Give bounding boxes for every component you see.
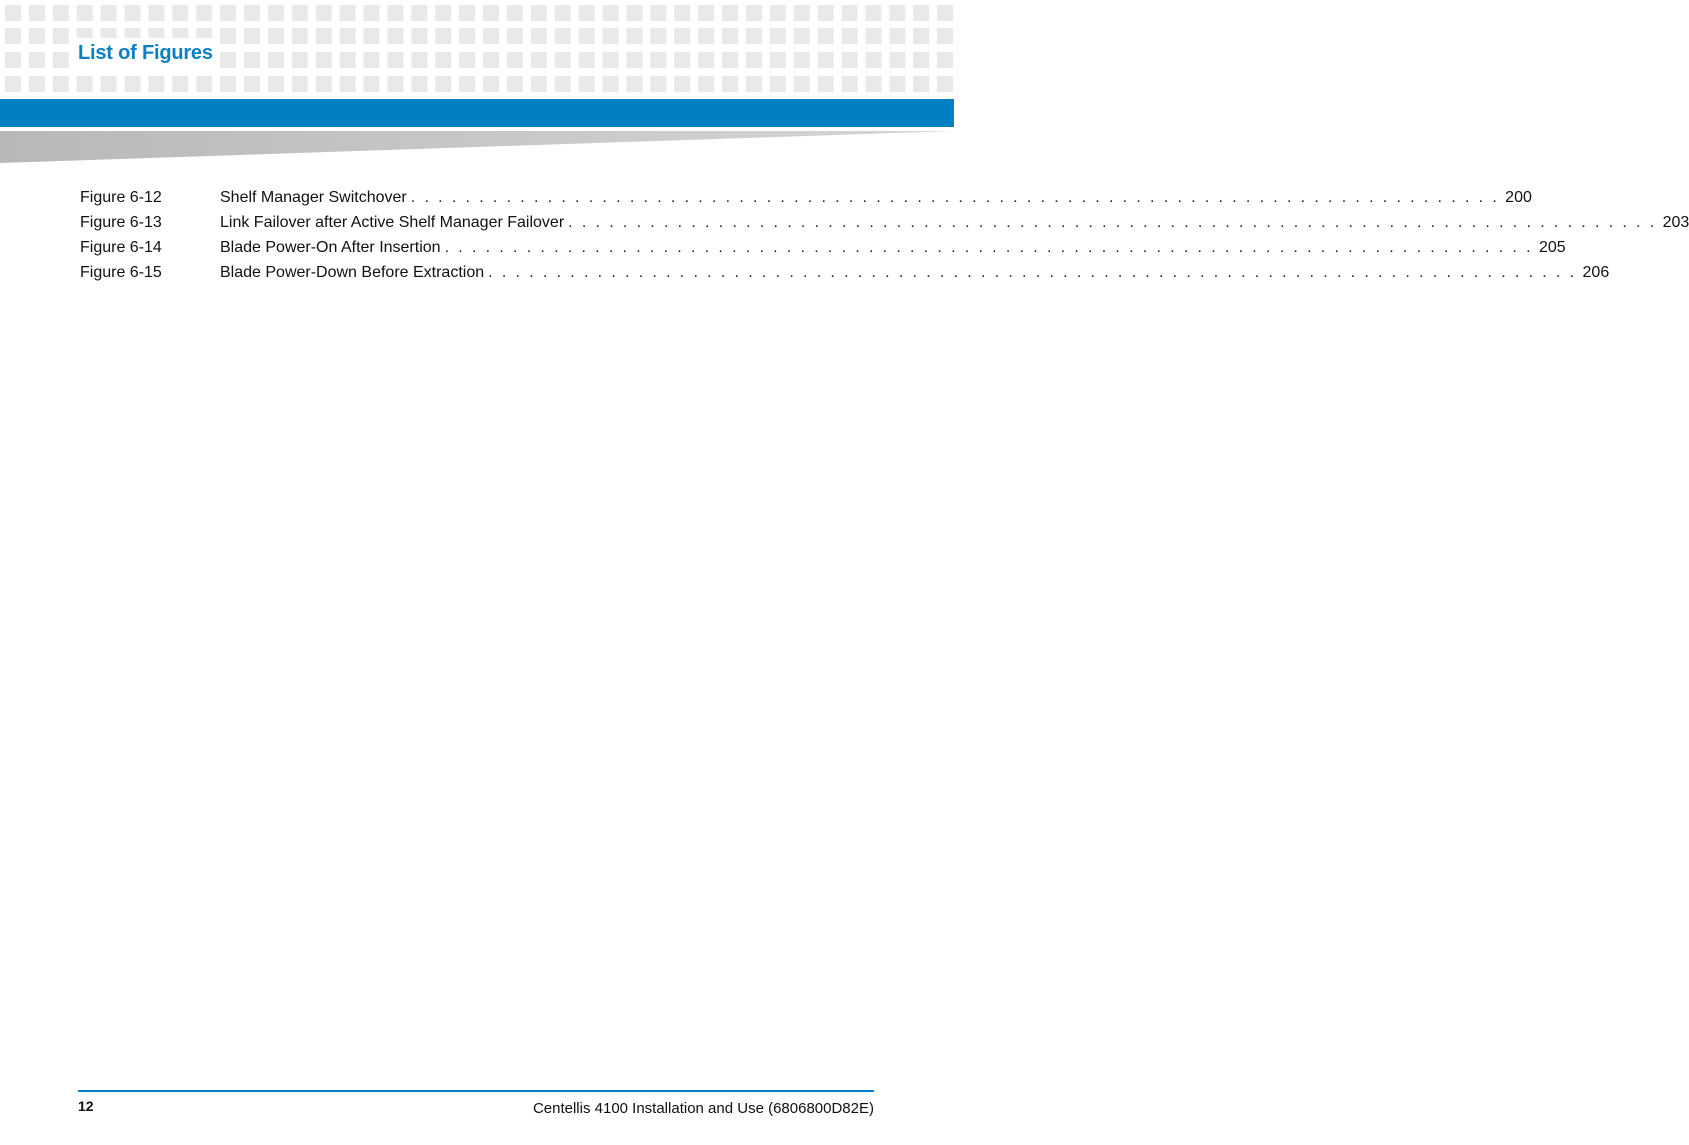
pattern-square [674,28,690,44]
pattern-square [770,28,786,44]
figure-number: Figure 6-12 [80,189,162,206]
pattern-square [842,5,858,21]
pattern-square [77,76,93,92]
pattern-square [865,52,881,68]
toc-entry [220,210,1689,235]
figure-page[interactable]: 203 [1662,214,1689,231]
pattern-square [459,52,475,68]
pattern-square [292,52,308,68]
pattern-square [531,52,547,68]
figure-number: Figure 6-15 [80,264,162,281]
figures-list [80,185,1689,285]
pattern-square [459,5,475,21]
pattern-square [220,28,236,44]
pattern-square [937,52,953,68]
pattern-square [364,76,380,92]
pattern-square [531,28,547,44]
pattern-square [435,5,451,21]
pattern-square [794,76,810,92]
pattern-square [364,5,380,21]
pattern-square [268,52,284,68]
pattern-square [913,76,929,92]
pattern-square [937,76,953,92]
pattern-square [794,28,810,44]
pattern-square [507,28,523,44]
figure-title[interactable]: Shelf Manager Switchover [220,189,407,206]
toc-row[interactable] [80,210,1689,235]
pattern-square [842,52,858,68]
footer-page-number: 12 [78,1098,94,1114]
pattern-square [722,52,738,68]
pattern-square [101,5,117,21]
figure-number: Figure 6-13 [80,214,162,231]
pattern-square [77,5,93,21]
pattern-square [650,28,666,44]
pattern-square [626,28,642,44]
pattern-square [579,28,595,44]
pattern-square [650,5,666,21]
pattern-square [268,5,284,21]
pattern-square [29,5,45,21]
pattern-square [220,76,236,92]
pattern-square [818,52,834,68]
pattern-square [53,28,69,44]
pattern-square [411,5,427,21]
pattern-square [626,5,642,21]
dot-leader: . . . . . . . . . . . . . . . . . . . . . . . . . . . . . . . . . . . . . . . . . . . . . . . . . . . . . . . . . . . . . . . . . . . . . . . . . . . . . . . . [410,189,1500,206]
figure-page[interactable]: 206 [1582,264,1610,281]
pattern-square [722,28,738,44]
pattern-square [220,52,236,68]
pattern-square [101,76,117,92]
pattern-square [794,52,810,68]
pattern-square [818,5,834,21]
figure-page[interactable]: 200 [1505,189,1532,206]
pattern-square [746,76,762,92]
pattern-square [5,28,21,44]
toc-entry [220,260,1610,285]
pattern-square [555,5,571,21]
pattern-square [626,76,642,92]
pattern-square [292,5,308,21]
pattern-square [603,5,619,21]
pattern-square [244,76,260,92]
pattern-square [698,5,714,21]
pattern-square [913,28,929,44]
toc-entry [220,235,1566,260]
page-title: List of Figures [76,38,215,68]
pattern-square [125,5,141,21]
pattern-square [172,5,188,21]
pattern-square [555,28,571,44]
pattern-square [340,28,356,44]
pattern-square [889,5,905,21]
pattern-square [53,52,69,68]
pattern-square [818,28,834,44]
pattern-square [722,76,738,92]
figure-number: Figure 6-14 [80,239,162,256]
pattern-square [865,28,881,44]
pattern-square [889,28,905,44]
pattern-square [531,76,547,92]
pattern-square [364,28,380,44]
pattern-square [746,52,762,68]
pattern-square [387,76,403,92]
pattern-square [5,5,21,21]
pattern-square [411,52,427,68]
pattern-square [364,52,380,68]
pattern-square [196,76,212,92]
pattern-square [770,5,786,21]
toc-entry [220,185,1532,210]
pattern-square [268,28,284,44]
pattern-square [674,76,690,92]
figure-page[interactable]: 205 [1538,239,1566,256]
pattern-square [292,76,308,92]
pattern-square [244,52,260,68]
pattern-square [603,28,619,44]
pattern-square [387,5,403,21]
pattern-square [650,52,666,68]
pattern-square [292,28,308,44]
pattern-square [435,28,451,44]
pattern-square [937,28,953,44]
pattern-square [937,5,953,21]
pattern-square [746,5,762,21]
pattern-square [340,52,356,68]
pattern-square [29,28,45,44]
figure-title[interactable]: Link Failover after Active Shelf Manager Failover [220,214,565,231]
pattern-square [316,5,332,21]
pattern-square [794,5,810,21]
pattern-square [674,5,690,21]
pattern-square [459,28,475,44]
pattern-square [913,5,929,21]
pattern-square [626,52,642,68]
pattern-square [579,52,595,68]
pattern-square [148,76,164,92]
pattern-square [268,76,284,92]
figure-title[interactable]: Blade Power-On After Insertion [220,239,441,256]
pattern-square [889,52,905,68]
pattern-square [125,76,141,92]
pattern-square [411,76,427,92]
pattern-square [483,5,499,21]
pattern-square [507,76,523,92]
pattern-square [507,52,523,68]
pattern-square [483,76,499,92]
pattern-square [483,28,499,44]
pattern-square [340,76,356,92]
pattern-square [196,5,212,21]
pattern-square [148,5,164,21]
pattern-square [244,28,260,44]
pattern-square [5,52,21,68]
figure-title[interactable]: Blade Power-Down Before Extraction [220,264,485,281]
pattern-square [53,5,69,21]
pattern-square [29,76,45,92]
pattern-square [483,52,499,68]
pattern-square [316,28,332,44]
toc-row[interactable] [80,260,1610,285]
footer-document-title: Centellis 4100 Installation and Use (6806800D82E) [532,1100,874,1117]
pattern-square [865,76,881,92]
pattern-square [913,52,929,68]
header-blue-band [0,99,954,127]
pattern-square [770,76,786,92]
pattern-square [316,76,332,92]
pattern-square [507,5,523,21]
footer-rule [78,1090,874,1092]
dot-leader: . . . . . . . . . . . . . . . . . . . . . . . . . . . . . . . . . . . . . . . . . . . . . . . . . . . . . . . . . . . . . . . . . . . . . . . . . . . . . . . . [444,239,1533,256]
pattern-square [698,28,714,44]
pattern-square [722,5,738,21]
pattern-square [674,52,690,68]
pattern-square [698,52,714,68]
pattern-square [172,76,188,92]
pattern-square [5,76,21,92]
pattern-square [818,76,834,92]
header-grey-wedge [0,131,954,163]
toc-row[interactable] [80,235,1566,260]
pattern-square [650,76,666,92]
pattern-square [770,52,786,68]
pattern-square [889,76,905,92]
pattern-square [244,5,260,21]
pattern-square [579,5,595,21]
pattern-square [53,76,69,92]
pattern-square [603,76,619,92]
pattern-square [387,52,403,68]
pattern-square [220,5,236,21]
pattern-square [435,76,451,92]
pattern-square [698,76,714,92]
pattern-square [865,5,881,21]
pattern-square [435,52,451,68]
pattern-square [29,52,45,68]
pattern-square [387,28,403,44]
pattern-square [555,52,571,68]
pattern-square [603,52,619,68]
pattern-square [746,28,762,44]
pattern-square [579,76,595,92]
dot-leader: . . . . . . . . . . . . . . . . . . . . . . . . . . . . . . . . . . . . . . . . . . . . . . . . . . . . . . . . . . . . . . . . . . . . . . . . . . . . . . . . [488,264,1577,281]
toc-row[interactable] [80,185,1532,210]
dot-leader: . . . . . . . . . . . . . . . . . . . . . . . . . . . . . . . . . . . . . . . . . . . . . . . . . . . . . . . . . . . . . . . . . . . . . . . . . . . . . . . . [568,214,1657,231]
pattern-square [411,28,427,44]
pattern-square [316,52,332,68]
pattern-square [842,76,858,92]
pattern-square [459,76,475,92]
pattern-square [340,5,356,21]
pattern-square [555,76,571,92]
pattern-square [842,28,858,44]
pattern-square [531,5,547,21]
